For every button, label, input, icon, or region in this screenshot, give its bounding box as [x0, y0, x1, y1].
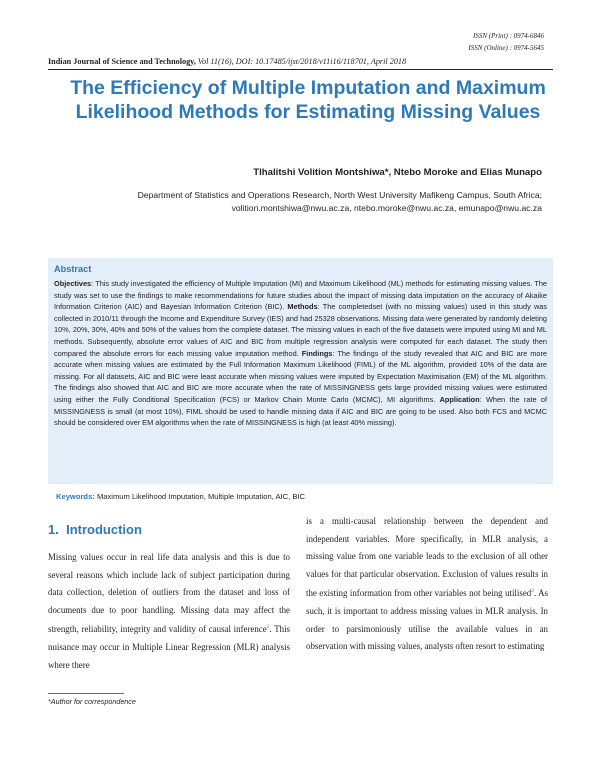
section-number: 1. [48, 522, 59, 537]
findings-text: : The findings of the study revealed that AIC and BIC are more accurate when missing values are estimated by the Full Information Maximum Likelihood (FIML) of the ML algorithm, provided 10% of the data are missing. For all datasets, AIC and BIC were least accurate when missing values were imputed by Expectation Maximisation (EM) of the ML algorithm. The findings also showed that AIC and BIC are more accurate when the rate of MISSINGNESS gets large provided missing values were estimated using either the Fully Conditional Specification (FCS) or Markov Chain Monte Carlo (MCMC), MI algorithms. [54, 348, 548, 404]
methods-text: : The completedset (with no missing values) used in this study was collected in 2010/11 through the Income and Expenditure Survey (IES) and had 25328 observations. Missing data were generated by randomly deleting 10%, 20%, 30%, 40% and 50% of the values from the complete dataset. The missing values in each of the five datasets were imputed using MI and ML methods. Subsequently, absolute error values of AIC and BIC from multiple regression analysis were computed for each dataset. The study then compared the absolute errors for each missing value imputation method. [54, 302, 547, 358]
objectives-label: Objectives [54, 279, 92, 288]
body-left-text-b: . This nuisance may occur in Multiple Linear Regression (MLR) analysis where there [48, 624, 290, 670]
section-heading [48, 522, 142, 537]
body-left-text-a: Missing values occur in real life data analysis and this is due to several reasons which include lack of subject participation during data collection, deletion of outliers from the dataset and loss of documents due to poor handling. Missing data may affect the strength, reliability, integrity and validity of causal inference [48, 552, 290, 635]
paper-title: The Efficiency of Multiple Imputation and Maximum Likelihood Methods for Estimating Missing Values [70, 77, 546, 123]
citation-ref-2[interactable]: 2 [531, 588, 534, 595]
body-column-right [306, 513, 548, 656]
affiliation-department: Department of Statistics and Operations Research, North West University Mafikeng Campus, South Africa; [137, 190, 542, 200]
affiliation [138, 189, 542, 215]
application-label: Application [439, 394, 480, 404]
issn-print: ISSN (Print) : 0974-6846 [473, 32, 544, 40]
issn-block [468, 30, 544, 54]
citation-ref-1[interactable]: 1 [266, 624, 270, 631]
abstract-box [48, 258, 553, 484]
footnote: *Author for correspondence [48, 697, 136, 706]
body-right-text-b: . As such, it is important to address missing values in MLR analysis. In order to parsimoniously utilise the available values in an observation with missing values, analysts often resort to estimating [306, 588, 548, 652]
objectives-text: : This study investigated the efficiency of Multiple Imputation (MI) and Maximum Likelihood (ML) methods for estimating missing values. The study was set to use the findings to make recommendations for future studies about the impact of missing data imputation on the accuracy of Akaike Information Criterion (AIC) and Bayesian Information Criterion (BIC). [54, 279, 547, 312]
body-column-left [48, 549, 290, 674]
journal-details: Vol 11(16), DOI: 10.17485/ijst/2018/v11i16/118701, April 2018 [195, 57, 407, 66]
keywords [56, 492, 305, 501]
keywords-text: Maximum Likelihood Imputation, Multiple Imputation, AIC, BIC [94, 492, 306, 501]
affiliation-emails[interactable]: volition.montshiwa@nwu.ac.za, ntebo.moroke@nwu.ac.za, emunapo@nwu.ac.za [231, 203, 542, 213]
keywords-label: Keywords: [56, 492, 95, 501]
footnote-rule [48, 693, 124, 694]
body-right-text-a: is a multi-causal relationship between the dependent and independent variables. More specifically, in MLR analysis, a missing value from one variable leads to the exclusion of all other values for that particular observation. Exclusion of values results in the existing information from other variables not being utilised [306, 516, 548, 599]
abstract-text [54, 278, 547, 429]
section-title: Introduction [66, 522, 142, 537]
journal-citation-line [48, 57, 553, 70]
findings-label: Findings [301, 348, 333, 358]
issn-online: ISSN (Online) : 0974-5645 [468, 44, 544, 52]
methods-label: Methods [287, 302, 318, 312]
journal-name: Indian Journal of Science and Technology, [48, 57, 196, 66]
authors: Tlhalitshi Volition Montshiwa*, Ntebo Moroke and Elias Munapo [253, 167, 542, 178]
abstract-heading: Abstract [54, 264, 92, 274]
application-text: : When the rate of MISSINGNESS is small (at most 10%), FIML should be used to handle missing data if AIC and BIC are going to be used. Also both FCS and MCMC should be considered over EM algorithms when the rate of MISSINGNESS is high (at least 40% missing). [54, 394, 547, 428]
